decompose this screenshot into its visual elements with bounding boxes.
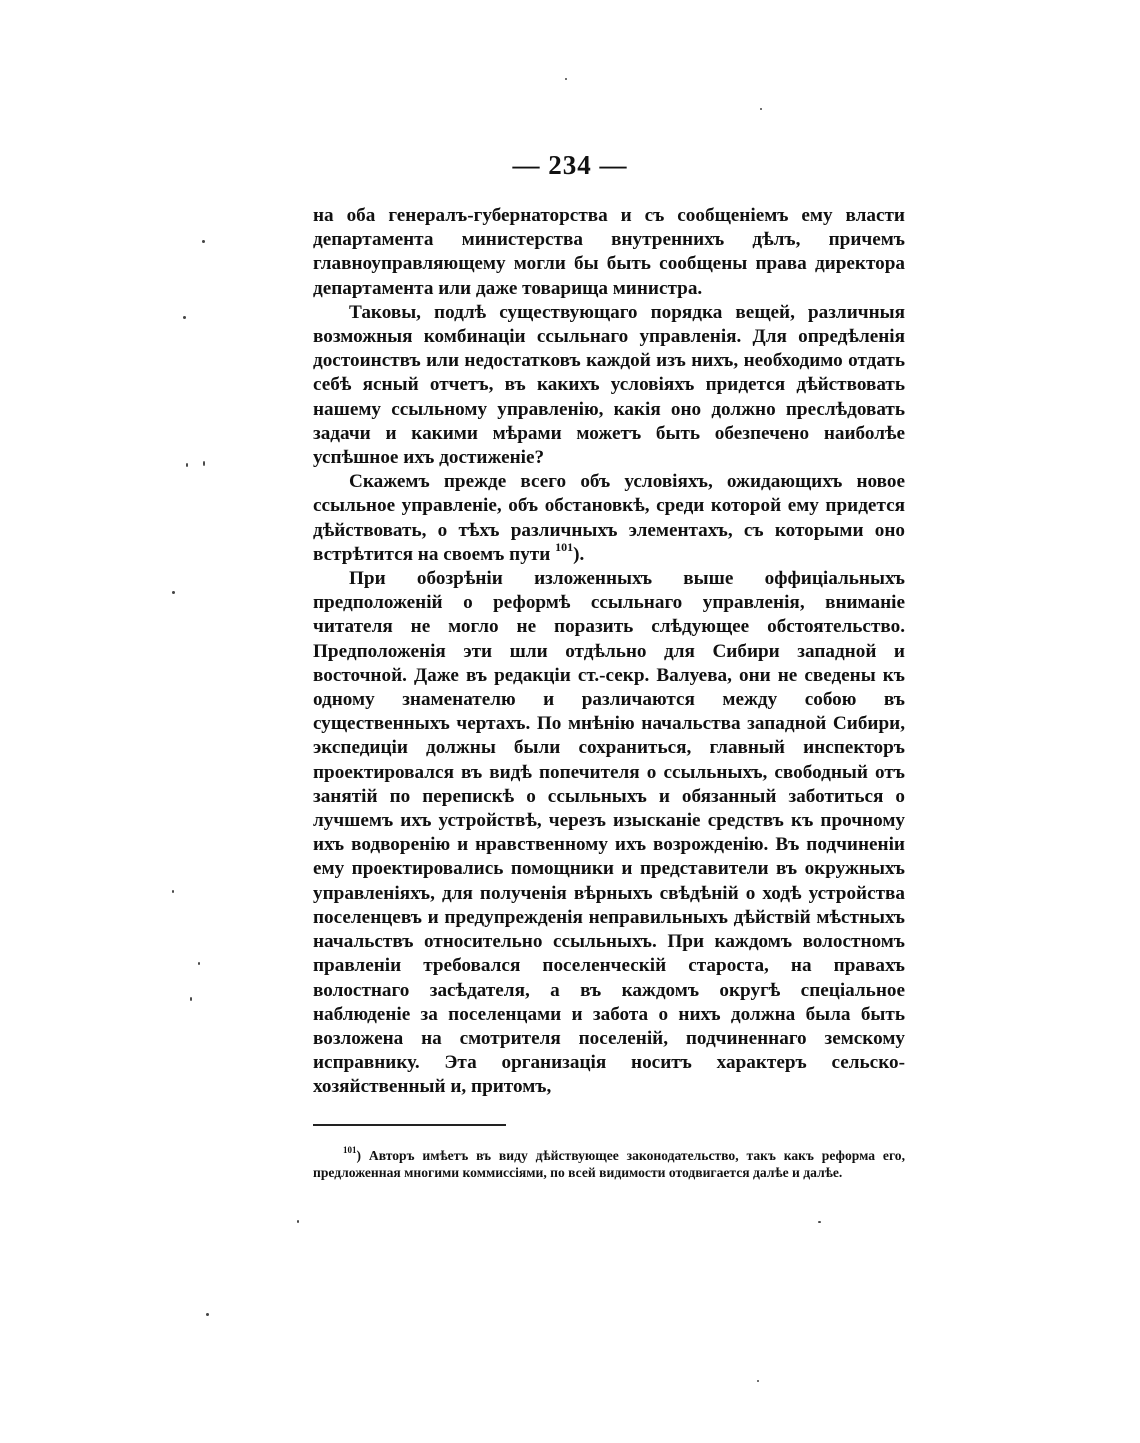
scan-speck — [206, 1313, 209, 1316]
footnote-paragraph — [313, 1147, 905, 1181]
paragraph-3-end: ). — [573, 543, 585, 565]
scan-speck — [565, 78, 567, 80]
scan-speck — [186, 463, 188, 467]
page-number: — 234 — — [512, 150, 628, 180]
scan-speck — [172, 890, 174, 893]
scan-speck — [183, 316, 186, 319]
footnote-number: 101 — [343, 1145, 357, 1156]
footnote-text: ) Авторъ имѣетъ въ виду дѣйствующее законодательство, такъ какъ реформа его, предложенная многими коммиссіями, по всей видимости отодвигается далѣе и далѣе. — [313, 1148, 905, 1180]
paragraph-2: Таковы, подлѣ существующаго порядка вещей, различныя возможныя комбинаціи ссыльнаго управленія. Для опредѣленія достоинствъ или недостатковъ каждой изъ нихъ, необходимо отдать себѣ ясный отчетъ, въ какихъ условіяхъ придется дѣйствовать нашему ссыльному управленію, какія оно должно преслѣдовать задачи и какими мѣрами можетъ быть обезпечено наиболѣе успѣшное ихъ достиженіе? — [313, 301, 905, 469]
scan-speck — [297, 1220, 299, 1223]
footnote-divider — [313, 1124, 506, 1126]
paragraph-3-text: Скажемъ прежде всего объ условіяхъ, ожидающихъ новое ссыльное управленіе, объ обстановкѣ, среди которой ему придется дѣйствовать, о тѣхъ различныхъ элементахъ, съ которыми оно встрѣтится на своемъ пути — [313, 471, 905, 565]
scan-speck — [757, 1380, 759, 1382]
paragraph-4: При обозрѣніи изложенныхъ выше оффиціальныхъ предположеній о реформѣ ссыльнаго управленія, вниманіе читателя не могло не поразить слѣдующее обстоятельство. Предположенія эти шли отдѣльно для Сибири западной и восточной. Даже въ редакціи ст.-секр. Валуева, они не сведены къ одному знаменателю и различаются между собою въ существенныхъ чертахъ. По мнѣнію начальства западной Сибири, экспедиціи должны были сохраниться, главный инспекторъ проектировался въ видѣ попечителя о ссыльныхъ, свободный отъ занятій по перепискѣ о ссыльныхъ и обязанный заботиться о лучшемъ ихъ устройствѣ, черезъ изысканіе средствъ къ прочному ихъ водворенію и нравственному ихъ возрожденію. Въ подчиненіи ему проектировались помощники и представители въ окружныхъ управленіяхъ, для полученія вѣрныхъ свѣдѣній о ходѣ устройства поселенцевъ и предупрежденія неправильныхъ дѣйствій мѣстныхъ начальствъ относительно ссыльныхъ. При каждомъ волостномъ правленіи требовался поселенческій староста, на правахъ волостнаго засѣдателя, а въ каждомъ округѣ спеціальное наблюденіе за поселенцами и забота о нихъ должна была быть возложена на смотрителя поселеній, подчиненнаго земскому исправнику. Эта организація носитъ характеръ сельско-хозяйственный и, притомъ, — [313, 568, 905, 1098]
scan-speck — [190, 997, 192, 1001]
main-text — [313, 204, 905, 1100]
scan-speck — [202, 240, 205, 243]
scan-speck — [203, 461, 205, 466]
paragraph-1: на оба генералъ-губернаторства и съ сообщеніемъ ему власти департамента министерства внутреннихъ дѣлъ, причемъ главноуправляющему могли бы быть сообщены права директора департамента или даже товарища министра. — [313, 205, 905, 299]
scan-speck — [172, 591, 175, 594]
scan-speck — [760, 108, 762, 110]
footnote — [313, 1147, 905, 1181]
scan-speck — [818, 1221, 821, 1223]
footnote-reference[interactable]: 101 — [555, 540, 574, 555]
paragraph-3 — [313, 470, 905, 567]
scan-speck — [198, 962, 200, 965]
